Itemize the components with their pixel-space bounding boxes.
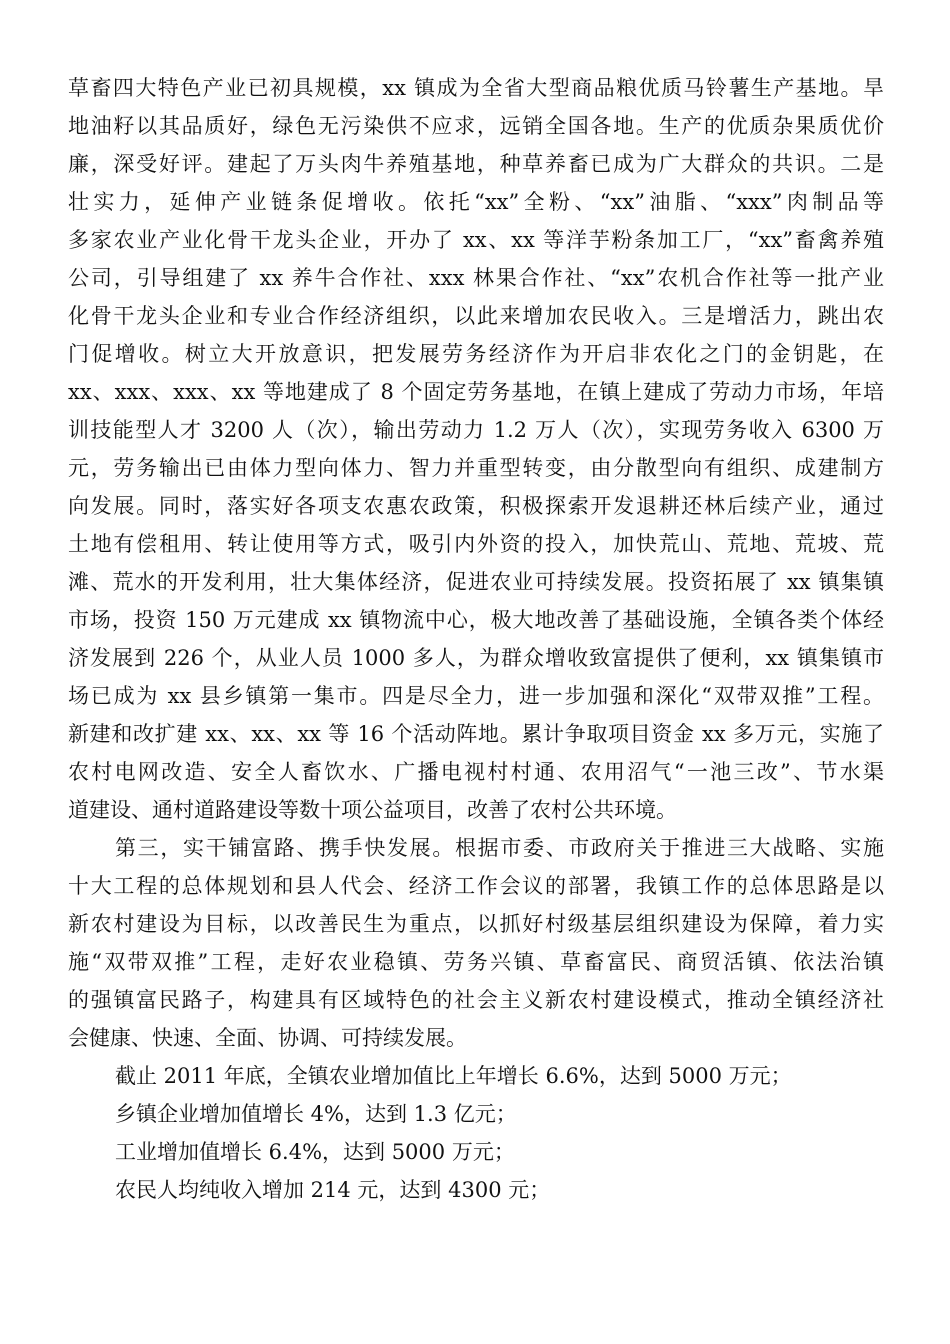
stat-line-agriculture: 截止 2011 年底，全镇农业增加值比上年增长 6.6%，达到 5000 万元； xyxy=(115,1064,792,1088)
paragraph-2-line-2: 十大工程的总体规划和县人代会、经济工作会议的部署，我镇工作的总体思路是以 xyxy=(68,874,884,898)
paragraph-1-line-3: 廉，深受好评。建起了万头肉牛养殖基地，种草养畜已成为广大群众的共识。二是 xyxy=(68,152,884,176)
paragraph-1-line-20: 道建设、通村道路建设等数十项公益项目，改善了农村公共环境。 xyxy=(68,798,677,822)
paragraph-1-line-12: 向发展。同时，落实好各项支农惠农政策，积极探索开发退耕还林后续产业，通过 xyxy=(68,494,884,518)
paragraph-1-line-9: xx、xxx、xxx、xx 等地建成了 8 个固定劳务基地，在镇上建成了劳动力市场，年培 xyxy=(68,380,884,404)
paragraph-1-line-10: 训技能型人才 3200 人（次），输出劳动力 1.2 万人（次），实现劳务收入 6300 万 xyxy=(68,418,884,442)
paragraph-1-line-18: 新建和改扩建 xx、xx、xx 等 16 个活动阵地。累计争取项目资金 xx 多万元，实施了 xyxy=(68,722,884,746)
paragraph-1-line-2: 地油籽以其品质好，绿色无污染供不应求，远销全国各地。生产的优质杂果质优价 xyxy=(68,114,884,138)
paragraph-1-line-8: 门促增收。树立大开放意识，把发展劳务经济作为开启非农化之门的金钥匙，在 xyxy=(68,342,884,366)
paragraph-1-line-11: 元，劳务输出已由体力型向体力、智力并重型转变，由分散型向有组织、成建制方 xyxy=(68,456,884,480)
paragraph-1-line-1: 草畜四大特色产业已初具规模，xx 镇成为全省大型商品粮优质马铃薯生产基地。旱 xyxy=(68,76,884,100)
paragraph-1-line-7: 化骨干龙头企业和专业合作经济组织，以此来增加农民收入。三是增活力，跳出农 xyxy=(68,304,884,328)
paragraph-1-line-17: 场已成为 xx 县乡镇第一集市。四是尽全力，进一步加强和深化“双带双推”工程。 xyxy=(68,684,884,708)
paragraph-1-line-15: 市场，投资 150 万元建成 xx 镇物流中心，极大地改善了基础设施，全镇各类个体经 xyxy=(68,608,884,632)
stat-line-industry: 工业增加值增长 6.4%，达到 5000 万元； xyxy=(115,1140,515,1164)
paragraph-1-line-13: 土地有偿租用、转让使用等方式，吸引内外资的投入，加快荒山、荒地、荒坡、荒 xyxy=(68,532,884,556)
paragraph-2-line-6: 会健康、快速、全面、协调、可持续发展。 xyxy=(68,1026,467,1050)
paragraph-1-line-19: 农村电网改造、安全人畜饮水、广播电视村村通、农用沼气“一池三改”、节水渠 xyxy=(68,760,884,784)
paragraph-1-line-14: 滩、荒水的开发利用，壮大集体经济，促进农业可持续发展。投资拓展了 xx 镇集镇 xyxy=(68,570,884,594)
paragraph-1-line-5: 多家农业产业化骨干龙头企业，开办了 xx、xx 等洋芋粉条加工厂，“xx”畜禽养殖 xyxy=(68,228,884,252)
paragraph-1-line-16: 济发展到 226 个，从业人员 1000 多人，为群众增收致富提供了便利，xx 镇集镇市 xyxy=(68,646,884,670)
paragraph-2-line-4: 施“双带双推”工程，走好农业稳镇、劳务兴镇、草畜富民、商贸活镇、依法治镇 xyxy=(68,950,884,974)
paragraph-2-line-1: 第三，实干铺富路、携手快发展。根据市委、市政府关于推进三大战略、实施 xyxy=(115,836,884,860)
paragraph-1-line-6: 公司，引导组建了 xx 养牛合作社、xxx 林果合作社、“xx”农机合作社等一批产业 xyxy=(68,266,884,290)
paragraph-1-line-4: 壮实力，延伸产业链条促增收。依托“xx”全粉、“xx”油脂、“xxx”肉制品等 xyxy=(68,190,884,214)
paragraph-2-line-5: 的强镇富民路子，构建具有区域特色的社会主义新农村建设模式，推动全镇经济社 xyxy=(68,988,884,1012)
stat-line-farmer-income: 农民人均纯收入增加 214 元，达到 4300 元； xyxy=(115,1178,551,1202)
stat-line-township-enterprise: 乡镇企业增加值增长 4%，达到 1.3 亿元； xyxy=(115,1102,517,1126)
paragraph-2-line-3: 新农村建设为目标，以改善民生为重点，以抓好村级基层组织建设为保障，着力实 xyxy=(68,912,884,936)
